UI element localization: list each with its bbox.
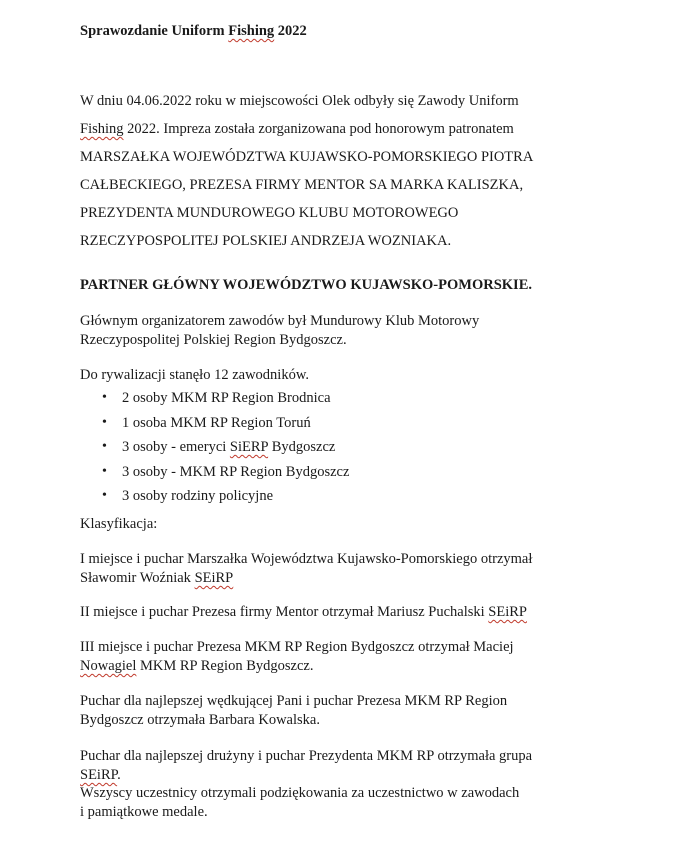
bullet-icon: • (102, 439, 107, 454)
result-4-line-1: Puchar dla najlepszej wędkującej Pani i puchar Prezesa MKM RP Region (80, 693, 508, 709)
spellcheck-word: Nowagiel (80, 658, 137, 674)
bullet-icon: • (102, 414, 107, 430)
list-item: • 2 osoby MKM RP Region Brodnica (102, 390, 331, 406)
bullet-icon: • (102, 390, 107, 405)
result-1-line-1: I miejsce i puchar Marszałka Województwa Kujawsko-Pomorskiego otrzymał (80, 551, 533, 567)
intro-line-5: PREZYDENTA MUNDUROWEGO KLUBU MOTOROWEGO (80, 205, 459, 221)
spellcheck-word: SEiRP (194, 570, 234, 586)
document-title: Sprawozdanie Uniform Fishing 2022 (80, 23, 307, 39)
result-3-line-1: III miejsce i puchar Prezesa MKM RP Region Bydgoszcz otrzymał Maciej (80, 639, 514, 655)
partner-heading: PARTNER GŁÓWNY WOJEWÓDZTWO KUJAWSKO-POMORSKIE. (80, 277, 532, 293)
result-4-line-2: Bydgoszcz otrzymała Barbara Kowalska. (80, 712, 320, 728)
result-5-line-2: SEiRP. (80, 767, 121, 783)
closing-line-1: Wszyscy uczestnicy otrzymali podziękowania za uczestnictwo w zawodach (80, 785, 520, 801)
intro-line-6: RZECZYPOSPOLITEJ POLSKIEJ ANDRZEJA WOZNIAKA. (80, 233, 452, 249)
result-3-line-2: Nowagiel MKM RP Region Bydgoszcz. (80, 658, 314, 674)
result-5-line-1: Puchar dla najlepszej drużyny i puchar Prezydenta MKM RP otrzymała grupa (80, 748, 533, 764)
spellcheck-word: SEiRP (80, 767, 118, 783)
spellcheck-word: SiERP (229, 439, 269, 455)
bullet-icon: • (102, 463, 107, 479)
participants-list (80, 388, 349, 511)
closing-line-2: i pamiątkowe medale. (80, 804, 208, 820)
organizer-line-1: Głównym organizatorem zawodów był Mundurowy Klub Motorowy (80, 313, 480, 329)
list-item: • 1 osoba MKM RP Region Toruń (102, 414, 311, 431)
spellcheck-word: Fishing (80, 121, 124, 137)
intro-line-3: MARSZAŁKA WOJEWÓDZTWA KUJAWSKO-POMORSKIEGO PIOTRA (80, 149, 534, 165)
spellcheck-word: SEiRP (488, 604, 527, 620)
list-item: • 3 osoby rodziny policyjne (102, 488, 274, 504)
list-item: • 3 osoby - MKM RP Region Bydgoszcz (102, 463, 350, 480)
participants-intro: Do rywalizacji stanęło 12 zawodników. (80, 367, 309, 383)
intro-line-2: Fishing 2022. Impreza została zorganizowana pod honorowym patronatem (80, 121, 514, 137)
result-2: II miejsce i puchar Prezesa firmy Mentor otrzymał Mariusz Puchalski SEiRP (80, 604, 527, 620)
organizer-line-2: Rzeczypospolitej Polskiej Region Bydgoszcz. (80, 332, 347, 348)
bullet-icon: • (102, 488, 107, 503)
result-1-line-2: Sławomir Woźniak SEiRP (80, 570, 234, 586)
list-item: • 3 osoby - emeryci SiERP Bydgoszcz (102, 439, 336, 455)
intro-line-4: CAŁBECKIEGO, PREZESA FIRMY MENTOR SA MARKA KALISZKA, (80, 177, 524, 193)
classification-label: Klasyfikacja: (80, 516, 158, 532)
intro-line-1: W dniu 04.06.2022 roku w miejscowości Olek odbyły się Zawody Uniform (80, 93, 519, 109)
spellcheck-word: Fishing (228, 23, 275, 39)
